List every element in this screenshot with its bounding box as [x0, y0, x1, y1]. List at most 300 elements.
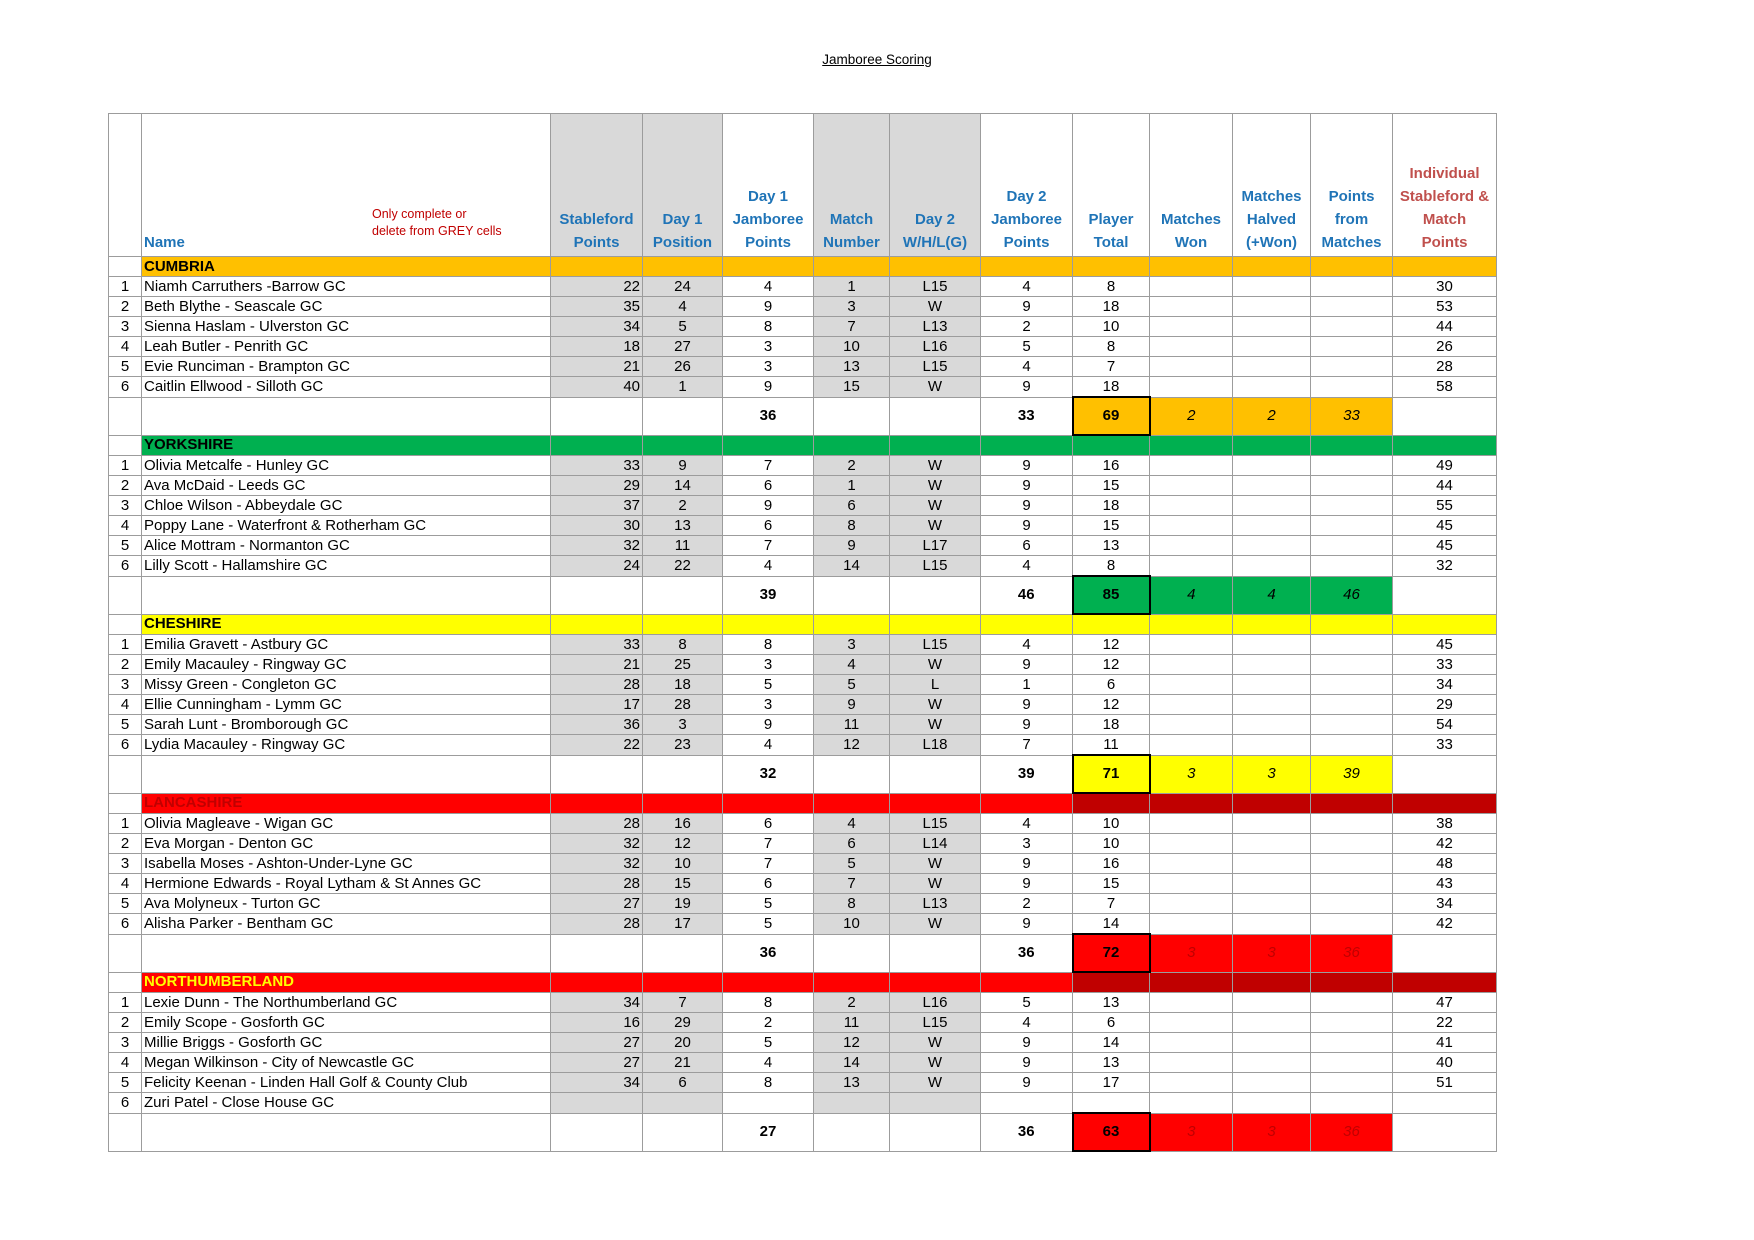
points-from-matches-cell: [1311, 814, 1393, 834]
header-text: Matches: [1160, 211, 1222, 228]
player-total-cell: [1073, 1093, 1150, 1114]
points-from-matches-cell: [1311, 456, 1393, 476]
day1-position-cell: 19: [643, 894, 723, 914]
matches-won-cell: [1150, 854, 1233, 874]
stableford-points-cell: 40: [551, 377, 643, 398]
matches-won-cell: [1150, 297, 1233, 317]
header-text: Individual: [1409, 165, 1480, 182]
day2-result-cell: W: [890, 715, 981, 735]
day2-jamboree-points-cell: 9: [981, 496, 1073, 516]
team-band-cell: [1073, 435, 1150, 456]
day2-result-cell: W: [890, 874, 981, 894]
matches-won-cell: [1150, 377, 1233, 398]
player-row: [109, 814, 1497, 834]
individual-points-cell: 26: [1393, 337, 1497, 357]
points-from-matches-cell: [1311, 715, 1393, 735]
team-band-cell: [551, 257, 643, 277]
total-day2-jamboree-points: 46: [981, 576, 1073, 614]
matches-halved-cell: [1233, 1053, 1311, 1073]
day2-result-cell: W: [890, 377, 981, 398]
matches-halved-cell: [1233, 814, 1311, 834]
stableford-points-cell: 28: [551, 814, 643, 834]
day1-jamboree-points-cell: 4: [723, 735, 814, 756]
team-points-from-matches: 36: [1311, 1113, 1393, 1151]
total-day1-jamboree-points: 27: [723, 1113, 814, 1151]
match-number-cell: 11: [814, 1013, 890, 1033]
day2-result-cell: L18: [890, 735, 981, 756]
player-row: [109, 317, 1497, 337]
header-points-from-matches: [1311, 114, 1393, 257]
total-match-number-cell: [814, 576, 890, 614]
points-from-matches-cell: [1311, 556, 1393, 577]
match-number-cell: 3: [814, 297, 890, 317]
day1-jamboree-points-cell: 7: [723, 854, 814, 874]
player-total-cell: 18: [1073, 496, 1150, 516]
matches-halved-cell: [1233, 655, 1311, 675]
player-name: Sarah Lunt - Bromborough GC: [142, 715, 551, 735]
player-row: [109, 337, 1497, 357]
matches-halved-cell: [1233, 1073, 1311, 1093]
day2-result-cell: L16: [890, 993, 981, 1013]
team-index-cell: [109, 257, 142, 277]
day2-result-cell: W: [890, 655, 981, 675]
day2-result-cell: W: [890, 854, 981, 874]
points-from-matches-cell: [1311, 695, 1393, 715]
player-total-cell: 13: [1073, 993, 1150, 1013]
day1-jamboree-points-cell: 5: [723, 675, 814, 695]
individual-points-cell: 45: [1393, 635, 1497, 655]
team-row: [109, 257, 1497, 277]
player-total-cell: 7: [1073, 357, 1150, 377]
day2-result-cell: L15: [890, 556, 981, 577]
stableford-points-cell: 28: [551, 874, 643, 894]
player-index: 5: [109, 357, 142, 377]
team-band-cell: [643, 972, 723, 993]
player-name: Olivia Metcalfe - Hunley GC: [142, 456, 551, 476]
matches-halved-cell: [1233, 854, 1311, 874]
header-name-label: Name: [144, 234, 185, 251]
player-total-cell: 15: [1073, 476, 1150, 496]
player-name: Alice Mottram - Normanton GC: [142, 536, 551, 556]
day2-result-cell: L13: [890, 894, 981, 914]
header-day1-jamboree-points: [723, 114, 814, 257]
matches-halved-cell: [1233, 516, 1311, 536]
matches-halved-cell: [1233, 496, 1311, 516]
day2-result-cell: L15: [890, 1013, 981, 1033]
team-points-from-matches: 36: [1311, 934, 1393, 972]
individual-points-cell: 53: [1393, 297, 1497, 317]
points-from-matches-cell: [1311, 1073, 1393, 1093]
day1-jamboree-points-cell: 5: [723, 894, 814, 914]
day1-jamboree-points-cell: 3: [723, 357, 814, 377]
individual-points-cell: 47: [1393, 993, 1497, 1013]
stableford-points-cell: 16: [551, 1013, 643, 1033]
day2-jamboree-points-cell: 2: [981, 317, 1073, 337]
stableford-points-cell: 34: [551, 317, 643, 337]
player-name: Missy Green - Congleton GC: [142, 675, 551, 695]
matches-halved-cell: [1233, 456, 1311, 476]
player-name: Evie Runciman - Brampton GC: [142, 357, 551, 377]
team-band-cell: [643, 257, 723, 277]
header-text: (+Won): [1246, 234, 1297, 251]
day2-result-cell: W: [890, 1053, 981, 1073]
player-row: [109, 894, 1497, 914]
team-index-cell: [109, 435, 142, 456]
total-individual-cell: [1393, 1113, 1497, 1151]
header-text: Day 1: [662, 211, 703, 228]
player-index: 1: [109, 456, 142, 476]
team-band-cell: [1233, 257, 1311, 277]
team-player-total: 72: [1073, 934, 1150, 972]
day1-jamboree-points-cell: 8: [723, 993, 814, 1013]
player-index: 3: [109, 854, 142, 874]
player-total-cell: 6: [1073, 675, 1150, 695]
team-index-cell: [109, 972, 142, 993]
stableford-points-cell: 28: [551, 914, 643, 935]
matches-halved-cell: [1233, 715, 1311, 735]
team-band-cell: [1150, 793, 1233, 814]
team-player-total: 71: [1073, 755, 1150, 793]
player-index: 3: [109, 317, 142, 337]
player-index: 6: [109, 914, 142, 935]
day1-jamboree-points-cell: 9: [723, 377, 814, 398]
match-number-cell: 11: [814, 715, 890, 735]
day1-jamboree-points-cell: [723, 1093, 814, 1114]
team-band-cell: [1150, 435, 1233, 456]
matches-won-cell: [1150, 735, 1233, 756]
player-total-cell: 8: [1073, 556, 1150, 577]
day2-jamboree-points-cell: 9: [981, 655, 1073, 675]
points-from-matches-cell: [1311, 317, 1393, 337]
day2-result-cell: L15: [890, 277, 981, 297]
day2-result-cell: W: [890, 496, 981, 516]
day2-jamboree-points-cell: 9: [981, 476, 1073, 496]
player-name: Megan Wilkinson - City of Newcastle GC: [142, 1053, 551, 1073]
team-band-cell: [723, 793, 814, 814]
day1-jamboree-points-cell: 4: [723, 277, 814, 297]
individual-points-cell: 28: [1393, 357, 1497, 377]
header-name: [142, 114, 551, 257]
individual-points-cell: 41: [1393, 1033, 1497, 1053]
points-from-matches-cell: [1311, 675, 1393, 695]
day2-jamboree-points-cell: 3: [981, 834, 1073, 854]
total-day1-jamboree-points: 39: [723, 576, 814, 614]
points-from-matches-cell: [1311, 874, 1393, 894]
team-name: CHESHIRE: [142, 614, 551, 635]
day1-jamboree-points-cell: 9: [723, 715, 814, 735]
day1-position-cell: 22: [643, 556, 723, 577]
points-from-matches-cell: [1311, 297, 1393, 317]
header-text: W/H/L(G): [902, 234, 968, 251]
team-band-cell: [1233, 435, 1311, 456]
day1-position-cell: 1: [643, 377, 723, 398]
day2-jamboree-points-cell: 9: [981, 516, 1073, 536]
team-band-cell: [814, 793, 890, 814]
header-player-total: [1073, 114, 1150, 257]
points-from-matches-cell: [1311, 357, 1393, 377]
team-band-cell: [551, 435, 643, 456]
stableford-points-cell: 32: [551, 854, 643, 874]
player-index: 4: [109, 1053, 142, 1073]
matches-won-cell: [1150, 1073, 1233, 1093]
points-from-matches-cell: [1311, 377, 1393, 398]
player-total-cell: 8: [1073, 337, 1150, 357]
team-total-row: [109, 934, 1497, 972]
player-total-cell: 12: [1073, 695, 1150, 715]
day2-jamboree-points-cell: [981, 1093, 1073, 1114]
team-name: YORKSHIRE: [142, 435, 551, 456]
day1-jamboree-points-cell: 6: [723, 814, 814, 834]
team-band-cell: [981, 793, 1073, 814]
day1-position-cell: 18: [643, 675, 723, 695]
day1-jamboree-points-cell: 5: [723, 914, 814, 935]
player-name: Ellie Cunningham - Lymm GC: [142, 695, 551, 715]
team-index-cell: [109, 614, 142, 635]
day1-jamboree-points-cell: 8: [723, 317, 814, 337]
player-name: Poppy Lane - Waterfront & Rotherham GC: [142, 516, 551, 536]
header-text: Player: [1088, 211, 1134, 228]
matches-halved-cell: [1233, 695, 1311, 715]
match-number-cell: 14: [814, 1053, 890, 1073]
individual-points-cell: 34: [1393, 675, 1497, 695]
team-matches-halved: 3: [1233, 1113, 1311, 1151]
player-index: 3: [109, 1033, 142, 1053]
total-stableford-cell: [551, 934, 643, 972]
player-name: Emilia Gravett - Astbury GC: [142, 635, 551, 655]
stableford-points-cell: [551, 1093, 643, 1114]
day2-result-cell: W: [890, 516, 981, 536]
player-index: 1: [109, 993, 142, 1013]
match-number-cell: 7: [814, 317, 890, 337]
player-name: Leah Butler - Penrith GC: [142, 337, 551, 357]
day1-jamboree-points-cell: 5: [723, 1033, 814, 1053]
day2-jamboree-points-cell: 4: [981, 556, 1073, 577]
stableford-points-cell: 33: [551, 635, 643, 655]
day1-jamboree-points-cell: 9: [723, 297, 814, 317]
player-total-cell: 18: [1073, 715, 1150, 735]
individual-points-cell: 34: [1393, 894, 1497, 914]
header-individual-points: [1393, 114, 1497, 257]
team-row: [109, 435, 1497, 456]
team-name: NORTHUMBERLAND: [142, 972, 551, 993]
team-band-cell: [981, 435, 1073, 456]
team-band-cell: [643, 614, 723, 635]
points-from-matches-cell: [1311, 476, 1393, 496]
day1-position-cell: 7: [643, 993, 723, 1013]
header-text: Won: [1174, 234, 1208, 251]
matches-halved-cell: [1233, 476, 1311, 496]
points-from-matches-cell: [1311, 635, 1393, 655]
individual-points-cell: 22: [1393, 1013, 1497, 1033]
header-text: Total: [1093, 234, 1129, 251]
player-row: [109, 993, 1497, 1013]
day1-position-cell: 27: [643, 337, 723, 357]
note-line-1: Only complete or: [372, 207, 467, 221]
day1-position-cell: 26: [643, 357, 723, 377]
total-day2-result-cell: [890, 934, 981, 972]
individual-points-cell: 30: [1393, 277, 1497, 297]
individual-points-cell: 29: [1393, 695, 1497, 715]
individual-points-cell: 45: [1393, 536, 1497, 556]
individual-points-cell: 51: [1393, 1073, 1497, 1093]
day2-jamboree-points-cell: 9: [981, 914, 1073, 935]
team-band-cell: [1393, 614, 1497, 635]
player-row: [109, 854, 1497, 874]
points-from-matches-cell: [1311, 735, 1393, 756]
day2-jamboree-points-cell: 1: [981, 675, 1073, 695]
points-from-matches-cell: [1311, 1013, 1393, 1033]
stableford-points-cell: 30: [551, 516, 643, 536]
matches-won-cell: [1150, 834, 1233, 854]
team-band-cell: [1311, 257, 1393, 277]
day1-position-cell: 21: [643, 1053, 723, 1073]
matches-halved-cell: [1233, 1033, 1311, 1053]
stableford-points-cell: 34: [551, 1073, 643, 1093]
day2-result-cell: L15: [890, 357, 981, 377]
stableford-points-cell: 37: [551, 496, 643, 516]
stableford-points-cell: 34: [551, 993, 643, 1013]
day2-jamboree-points-cell: 5: [981, 337, 1073, 357]
matches-won-cell: [1150, 536, 1233, 556]
day2-jamboree-points-cell: 9: [981, 1033, 1073, 1053]
team-points-from-matches: 33: [1311, 397, 1393, 435]
matches-won-cell: [1150, 655, 1233, 675]
header-text: Match: [829, 211, 874, 228]
player-total-cell: 11: [1073, 735, 1150, 756]
matches-halved-cell: [1233, 297, 1311, 317]
header-matches-halved: [1233, 114, 1311, 257]
player-row: [109, 874, 1497, 894]
player-name: Sienna Haslam - Ulverston GC: [142, 317, 551, 337]
player-name: Chloe Wilson - Abbeydale GC: [142, 496, 551, 516]
stableford-points-cell: 22: [551, 735, 643, 756]
match-number-cell: 8: [814, 516, 890, 536]
team-band-cell: [814, 972, 890, 993]
total-individual-cell: [1393, 397, 1497, 435]
team-band-cell: [981, 614, 1073, 635]
matches-won-cell: [1150, 317, 1233, 337]
player-total-cell: 16: [1073, 456, 1150, 476]
match-number-cell: 7: [814, 874, 890, 894]
team-band-cell: [723, 257, 814, 277]
day1-jamboree-points-cell: 6: [723, 874, 814, 894]
header-stableford-points: [551, 114, 643, 257]
total-name-cell: [142, 1113, 551, 1151]
day1-position-cell: 3: [643, 715, 723, 735]
total-name-cell: [142, 576, 551, 614]
matches-halved-cell: [1233, 317, 1311, 337]
player-total-cell: 8: [1073, 277, 1150, 297]
player-index: 6: [109, 377, 142, 398]
player-total-cell: 18: [1073, 297, 1150, 317]
page-title: Jamboree Scoring: [822, 52, 932, 67]
total-day2-jamboree-points: 36: [981, 934, 1073, 972]
individual-points-cell: 32: [1393, 556, 1497, 577]
matches-won-cell: [1150, 675, 1233, 695]
total-stableford-cell: [551, 576, 643, 614]
day2-jamboree-points-cell: 9: [981, 715, 1073, 735]
day1-position-cell: 23: [643, 735, 723, 756]
day2-jamboree-points-cell: 4: [981, 814, 1073, 834]
player-total-cell: 12: [1073, 635, 1150, 655]
player-name: Alisha Parker - Bentham GC: [142, 914, 551, 935]
day2-jamboree-points-cell: 4: [981, 277, 1073, 297]
points-from-matches-cell: [1311, 277, 1393, 297]
individual-points-cell: 38: [1393, 814, 1497, 834]
day2-result-cell: L15: [890, 814, 981, 834]
day1-jamboree-points-cell: 7: [723, 456, 814, 476]
team-total-row: [109, 755, 1497, 793]
player-total-cell: 15: [1073, 874, 1150, 894]
matches-won-cell: [1150, 695, 1233, 715]
team-band-cell: [1150, 257, 1233, 277]
day2-jamboree-points-cell: 2: [981, 894, 1073, 914]
matches-halved-cell: [1233, 735, 1311, 756]
day2-jamboree-points-cell: 4: [981, 357, 1073, 377]
team-band-cell: [1150, 614, 1233, 635]
team-band-cell: [814, 435, 890, 456]
player-name: Isabella Moses - Ashton-Under-Lyne GC: [142, 854, 551, 874]
player-name: Millie Briggs - Gosforth GC: [142, 1033, 551, 1053]
team-band-cell: [1393, 972, 1497, 993]
player-index: 2: [109, 297, 142, 317]
player-total-cell: 17: [1073, 1073, 1150, 1093]
day2-jamboree-points-cell: 9: [981, 695, 1073, 715]
stableford-points-cell: 35: [551, 297, 643, 317]
points-from-matches-cell: [1311, 337, 1393, 357]
team-matches-won: 2: [1150, 397, 1233, 435]
team-band-cell: [1233, 972, 1311, 993]
total-day1-jamboree-points: 36: [723, 397, 814, 435]
day1-jamboree-points-cell: 3: [723, 695, 814, 715]
player-name: Eva Morgan - Denton GC: [142, 834, 551, 854]
header-index: [109, 114, 142, 257]
total-match-number-cell: [814, 1113, 890, 1151]
team-band-cell: [814, 257, 890, 277]
team-band-cell: [890, 435, 981, 456]
team-band-cell: [1233, 614, 1311, 635]
matches-won-cell: [1150, 894, 1233, 914]
player-index: 1: [109, 635, 142, 655]
day1-jamboree-points-cell: 8: [723, 1073, 814, 1093]
player-index: 5: [109, 894, 142, 914]
total-name-cell: [142, 934, 551, 972]
player-index: 2: [109, 655, 142, 675]
day2-result-cell: L15: [890, 635, 981, 655]
total-name-cell: [142, 755, 551, 793]
individual-points-cell: 58: [1393, 377, 1497, 398]
points-from-matches-cell: [1311, 516, 1393, 536]
individual-points-cell: [1393, 1093, 1497, 1114]
day2-result-cell: L13: [890, 317, 981, 337]
team-band-cell: [1073, 257, 1150, 277]
matches-halved-cell: [1233, 993, 1311, 1013]
header-text: Jamboree: [732, 211, 804, 228]
stableford-points-cell: 24: [551, 556, 643, 577]
match-number-cell: 13: [814, 357, 890, 377]
team-band-cell: [643, 793, 723, 814]
individual-points-cell: 49: [1393, 456, 1497, 476]
day1-position-cell: 6: [643, 1073, 723, 1093]
day1-jamboree-points-cell: 8: [723, 635, 814, 655]
match-number-cell: 6: [814, 496, 890, 516]
note-line-2: delete from GREY cells: [372, 224, 502, 238]
player-row: [109, 1093, 1497, 1114]
matches-halved-cell: [1233, 1093, 1311, 1114]
total-day1-position-cell: [643, 755, 723, 793]
match-number-cell: 10: [814, 914, 890, 935]
player-name: Emily Scope - Gosforth GC: [142, 1013, 551, 1033]
